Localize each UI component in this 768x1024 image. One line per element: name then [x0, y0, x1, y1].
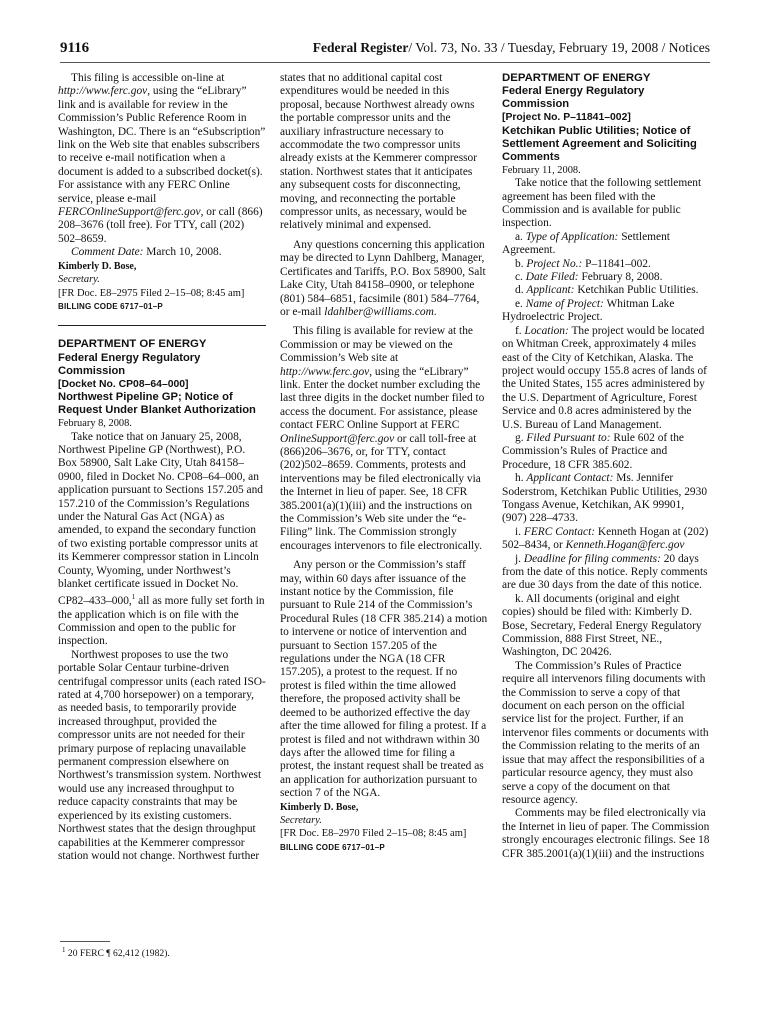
- text: Take notice that on January 25, 2008, Northwest Pipeline GP (Northwest), P.O. Box 58900, Salt Lake City, Utah 84158–0900, filed in Docket No. CP08–64–000, an application pursuant to Sections 157.205 and 157.210 of the Commission’s Regulations under the Natural Gas Act (NGA) as amended, to expand the secondary function of two existing portable compressor units at its Kemmerer compressor station in Lincoln County, Wyoming, under Northwest’s blanket certificate issued in Docket No. CP82–433–000,: [58, 430, 263, 608]
- text: , or call (866) 208–3676 (toll free). For TTY, call (202) 502–8659.: [58, 206, 263, 245]
- item-label: h.: [515, 472, 527, 485]
- signature-title: Secretary.: [58, 274, 100, 286]
- footnote-number: 1: [62, 946, 66, 954]
- page-number: 9116: [60, 40, 90, 56]
- item-value: Settlement Agreement.: [502, 230, 670, 257]
- fr-doc-line: [FR Doc. E8–2970 Filed 2–15–08; 8:45 am]: [280, 828, 467, 840]
- item-value: Ketchikan Public Utilities.: [574, 284, 699, 297]
- item-value: Ms. Jennifer Soderstrom, Ketchikan Public Utilities, 2930 Tongass Avenue, Ketchikan, AK 99901, (907) 228–4733.: [502, 472, 708, 525]
- item-key: FERC Contact:: [523, 525, 596, 538]
- item-value: 20 days from the date of this notice. Reply comments are due 30 days from the date of this notice.: [502, 552, 708, 592]
- text: or call toll-free at (866)206–3676, or, for TTY, contact (202)502–8659. Comments, protests and interventions may be filed electronically via the Internet in lieu of paper. See, 18 CFR 385.2001(a)(1)(iii) and the instructions on the Commission’s Web site under the “e-Filing” link. The Commission strongly encourages intervenors to file electronically.: [280, 432, 482, 552]
- notice-title: Northwest Pipeline GP; Notice of Request Under Blanket Authorization: [58, 391, 256, 417]
- notice-date: February 11, 2008.: [502, 164, 581, 176]
- item-label: j.: [515, 552, 524, 565]
- link-ferc-website[interactable]: http://www.ferc.gov: [58, 85, 148, 98]
- footnote-ref[interactable]: 1: [131, 593, 136, 602]
- signature-name: Kimberly D. Bose,: [280, 801, 359, 813]
- link-email[interactable]: ldahlber@williams.com: [324, 305, 434, 318]
- item-value: The project would be located on Whitman Creek, approximately 4 miles east of the City of Ketchikan, Alaska. The project would occupy 155.8 acres of lands of the United States, 155 acres administered by the U.S. Department of Agriculture, Forest Service and 0.8 acres administered by the U.S. Bureau of Land Management.: [502, 324, 707, 431]
- notice-title: Ketchikan Public Utilities; Notice of Settlement Agreement and Soliciting Comments: [502, 124, 697, 163]
- running-head: [313, 40, 710, 56]
- column-3: [502, 72, 710, 861]
- list-item: [502, 526, 710, 553]
- list-item: [502, 298, 710, 325]
- item-label: d.: [515, 284, 527, 297]
- link-email[interactable]: FERCOnlineSupport@ferc.gov: [58, 206, 201, 219]
- list-item: [502, 271, 710, 284]
- link-email[interactable]: OnlineSupport@ferc.gov: [280, 432, 395, 445]
- item-key: Name of Project:: [525, 297, 604, 310]
- item-value: Whitman Lake Hydroelectric Project.: [502, 297, 675, 324]
- footnote: [62, 946, 170, 959]
- signature-title: Secretary.: [280, 814, 322, 826]
- agency-heading: Federal Energy Regulatory Commission: [502, 85, 645, 111]
- paragraph: [280, 325, 488, 553]
- link-email[interactable]: Kenneth.Hogan@ferc.gov: [565, 539, 685, 552]
- header-rule: [60, 62, 710, 63]
- paragraph: [58, 431, 266, 649]
- signature-name: Kimberly D. Bose,: [58, 260, 137, 272]
- list-item: [502, 231, 710, 258]
- list-item: [502, 325, 710, 432]
- agency-heading: Federal Energy Regulatory Commission: [58, 351, 201, 377]
- item-value: Rule 602 of the Commission’s Rules of Practice and Procedure, 18 CFR 385.602.: [502, 431, 684, 471]
- comment-date-value: March 10, 2008.: [143, 246, 222, 259]
- issue-info: / Vol. 73, No. 33 / Tuesday, February 19, 2008 / Notices: [408, 40, 710, 55]
- comment-date-label: Comment Date:: [71, 246, 144, 259]
- paragraph: states that no additional capital cost expenditures would be needed in this proposal, because Northwest already owns the portable compressor units and the auxiliary infrastructure necessary to accommodate the two compressor units already exists at the Kemmerer compressor station. Northwest states that it anticipates any subsequent costs for disconnecting, moving, and reconnecting the portable compressor units, as necessary, would be relatively minimal and expensed.: [280, 72, 478, 232]
- item-label: c.: [515, 271, 526, 284]
- paragraph: [280, 239, 488, 319]
- comment-date: [58, 246, 266, 259]
- item-label: g.: [515, 431, 527, 444]
- billing-code: BILLING CODE 6717–01–P: [58, 301, 163, 311]
- list-item: [502, 258, 710, 271]
- paragraph: Take notice that the following settlement agreement has been filed with the Commission and is available for public inspection.: [502, 177, 702, 230]
- text: all as more fully set forth in the application which is on file with the Commission and open to the public for inspection.: [58, 595, 265, 648]
- link-ferc-website[interactable]: http://www.ferc.gov: [280, 365, 370, 378]
- paragraph: [58, 72, 266, 246]
- column-1: [58, 72, 266, 863]
- fr-doc-line: [FR Doc. E8–2975 Filed 2–15–08; 8:45 am]: [58, 287, 245, 299]
- text: , using the “eLibrary” link and is available for review in the Commission’s Public Reference Room in Washington, DC. There is an “eSubscription” link on the Web site that enables subscribers to receive e-mail notification when a document is added to a subscribed docket(s). For assistance with any FERC Online service, please e-mail: [58, 85, 266, 205]
- item-value: Kenneth Hogan at (202) 502–8434, or: [502, 525, 709, 552]
- item-label: f.: [515, 324, 525, 337]
- text: Any questions concerning this application may be directed to Lynn Dahlberg, Manager, Certificates and Tariffs, P.O. Box 58900, Salt Lake City, Utah 84158–0900, or telephone (801) 584–6851, facsimile (801) 584–7764, or e-mail: [280, 238, 486, 318]
- item-key: Type of Application:: [525, 230, 619, 243]
- list-item: [502, 432, 710, 472]
- paragraph: Comments may be filed electronically via the Internet in lieu of paper. The Commission strongly encourages electronic filings. See 18 CFR 385.2001(a)(1)(iii) and the instructions: [502, 807, 710, 860]
- project-number: [Project No. P–11841–002]: [502, 112, 631, 124]
- notice-date: February 8, 2008.: [58, 418, 132, 430]
- item-key: Applicant:: [526, 284, 575, 297]
- item-label: b.: [515, 257, 527, 270]
- item-label: e.: [515, 297, 526, 310]
- list-item: k. All documents (original and eight copies) should be filed with: Kimberly D. Bose, Secretary, Federal Energy Regulatory Commission, 888 First Street, NE., Washington, DC 20426.: [502, 592, 702, 659]
- item-value: February 8, 2008.: [578, 271, 663, 284]
- item-key: Applicant Contact:: [526, 472, 614, 485]
- section-separator: [58, 325, 266, 326]
- text: , using the “eLibrary” link. Enter the docket number excluding the last three digits in the docket number filed to access the document. For assistance, please contact FERC Online Support at FERC: [280, 365, 485, 432]
- item-key: Filed Pursuant to:: [526, 431, 611, 444]
- footnote-rule: [60, 941, 110, 942]
- item-label: i.: [515, 525, 524, 538]
- paragraph: Northwest proposes to use the two portable Solar Centaur turbine-driven centrifugal compressor units (each rated ISO-rated at 4,700 horsepower) on a temporary, as needed basis, to temporarily provide increased throughput, provided the compressor units are not needed for their primary purpose of replacing unavailable permanent compression elsewhere on Northwest’s transmission system. Northwest would use any increased throughput to reduce capacity constraints that may be experienced by its existing customers. Northwest states that the design throughput capabilities at the Kemmerer compressor station would not change. Northwest further: [58, 648, 266, 862]
- text: This filing is accessible on-line at: [71, 72, 225, 84]
- paragraph: Any person or the Commission’s staff may, within 60 days after issuance of the instant notice by the Commission, file pursuant to Rule 214 of the Commission’s Procedural Rules (18 CFR 385.214) a motion to intervene or notice of intervention and pursuant to Section 157.205 of the regulations under the NGA (18 CFR 157.205), a protest to the request. If no protest is filed within the time allowed therefore, the proposed activity shall be deemed to be authorized effective the day after the time allowed for filing a protest. If a protest is filed and not withdrawn within 30 days after the allowed time for filing a protest, the instant request shall be treated as an application for authorization pursuant to section 7 of the NGA.: [280, 559, 488, 800]
- list-item: [502, 472, 710, 526]
- text: This filing is available for review at the Commission or may be viewed on the Commission’s Web site at: [280, 325, 473, 365]
- page-header: [60, 40, 710, 60]
- column-2: [280, 72, 488, 854]
- item-key: Deadline for filing comments:: [523, 552, 661, 565]
- item-key: Location:: [524, 324, 569, 337]
- paragraph: The Commission’s Rules of Practice require all intervenors filing documents with the Commission to serve a copy of that document on each person on the official service list for the project. Further, if an intervenor files comments or documents with the Commission relating to the merits of an issue that may affect the responsibilities of a particular resource agency, they must also serve a copy of the document on that resource agency.: [502, 659, 709, 806]
- billing-code: BILLING CODE 6717–01–P: [280, 842, 385, 852]
- department-heading: DEPARTMENT OF ENERGY: [58, 338, 207, 351]
- publication-name: Federal Register: [312, 40, 409, 55]
- item-label: a.: [515, 230, 526, 243]
- department-heading: DEPARTMENT OF ENERGY: [502, 72, 651, 84]
- item-value: P–11841–002.: [582, 257, 651, 270]
- list-item: [502, 284, 710, 297]
- footnote-text: 20 FERC ¶ 62,412 (1982).: [65, 948, 170, 960]
- list-item: [502, 553, 710, 593]
- item-key: Project No.:: [526, 257, 583, 270]
- docket-number: [Docket No. CP08–64–000]: [58, 378, 189, 390]
- item-key: Date Filed:: [525, 271, 579, 284]
- text: .: [433, 305, 437, 318]
